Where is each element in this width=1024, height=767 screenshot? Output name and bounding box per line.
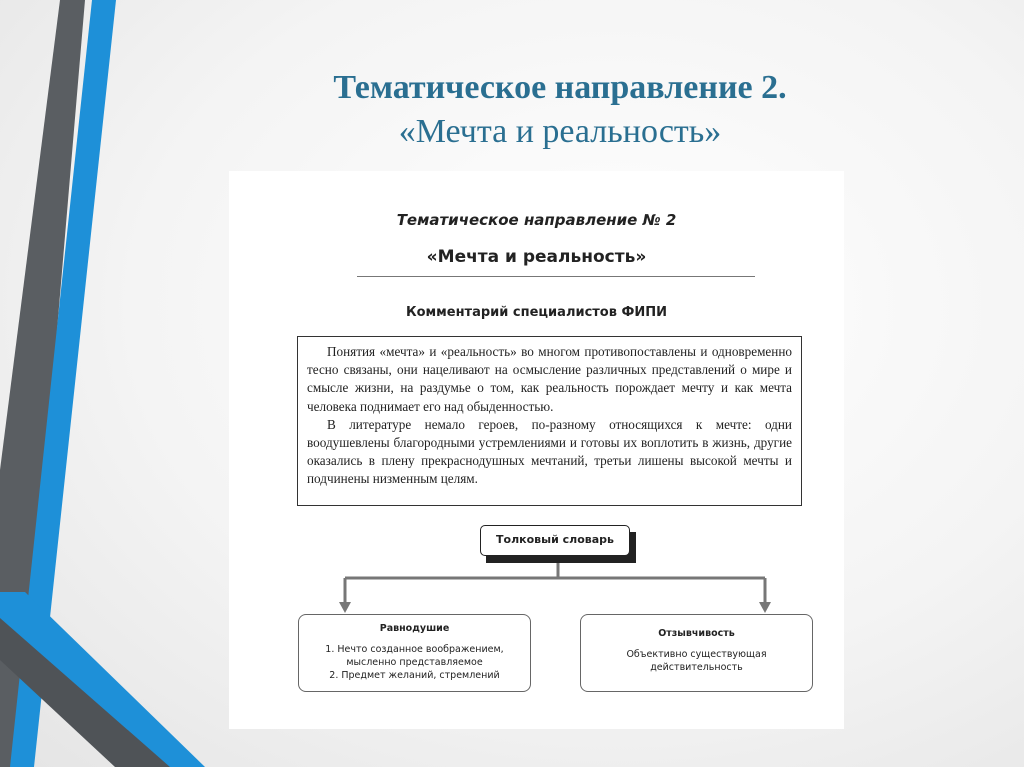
document-heading: Тематическое направление № 2 <box>396 211 677 229</box>
left-term-line-3: 2. Предмет желаний, стремлений <box>329 670 500 681</box>
left-term-box <box>298 614 531 692</box>
document-subheading: «Мечта и реальность» <box>426 247 647 267</box>
document-scan <box>229 171 844 729</box>
right-term-line-1: Объективно существующая <box>626 649 767 660</box>
slide-title <box>230 66 890 154</box>
slide-title-line1: Тематическое направление 2. <box>333 69 787 106</box>
arrow-right <box>759 602 771 613</box>
comment-heading: Комментарий специалистов ФИПИ <box>405 305 668 320</box>
left-term-line-2: мысленно представляемое <box>346 657 483 668</box>
right-term-title: Отзывчивость <box>658 628 735 639</box>
right-term-line-2: действительность <box>650 662 743 673</box>
arrow-left <box>339 602 351 613</box>
comment-paragraph-1: Понятия «мечта» и «реальность» во многом противопоставлены и одновременно тесно связаны, они нацеливают на осмысление различных представлений о мире и смысле жизни, на раздумье о том, как реальность порождает мечту и как мечта человека поднимает его над обыденностью. <box>307 344 792 414</box>
comment-paragraph-2: В литературе немало героев, по-разному относящихся к мечте: одни воодушевлены благородными устремлениями и готовы их воплотить в жизнь, другие оказались в плену прекраснодушных мечтаний, третьи лишены высокой мечты и подчинены низменным целям. <box>307 416 792 487</box>
dictionary-box: Толковый словарь <box>480 525 630 556</box>
right-term-box <box>580 614 813 692</box>
left-term-line-1: 1. Нечто созданное воображением, <box>325 644 504 655</box>
slide-title-line2: «Мечта и реальность» <box>398 113 722 150</box>
left-term-title: Равнодушие <box>379 623 450 634</box>
